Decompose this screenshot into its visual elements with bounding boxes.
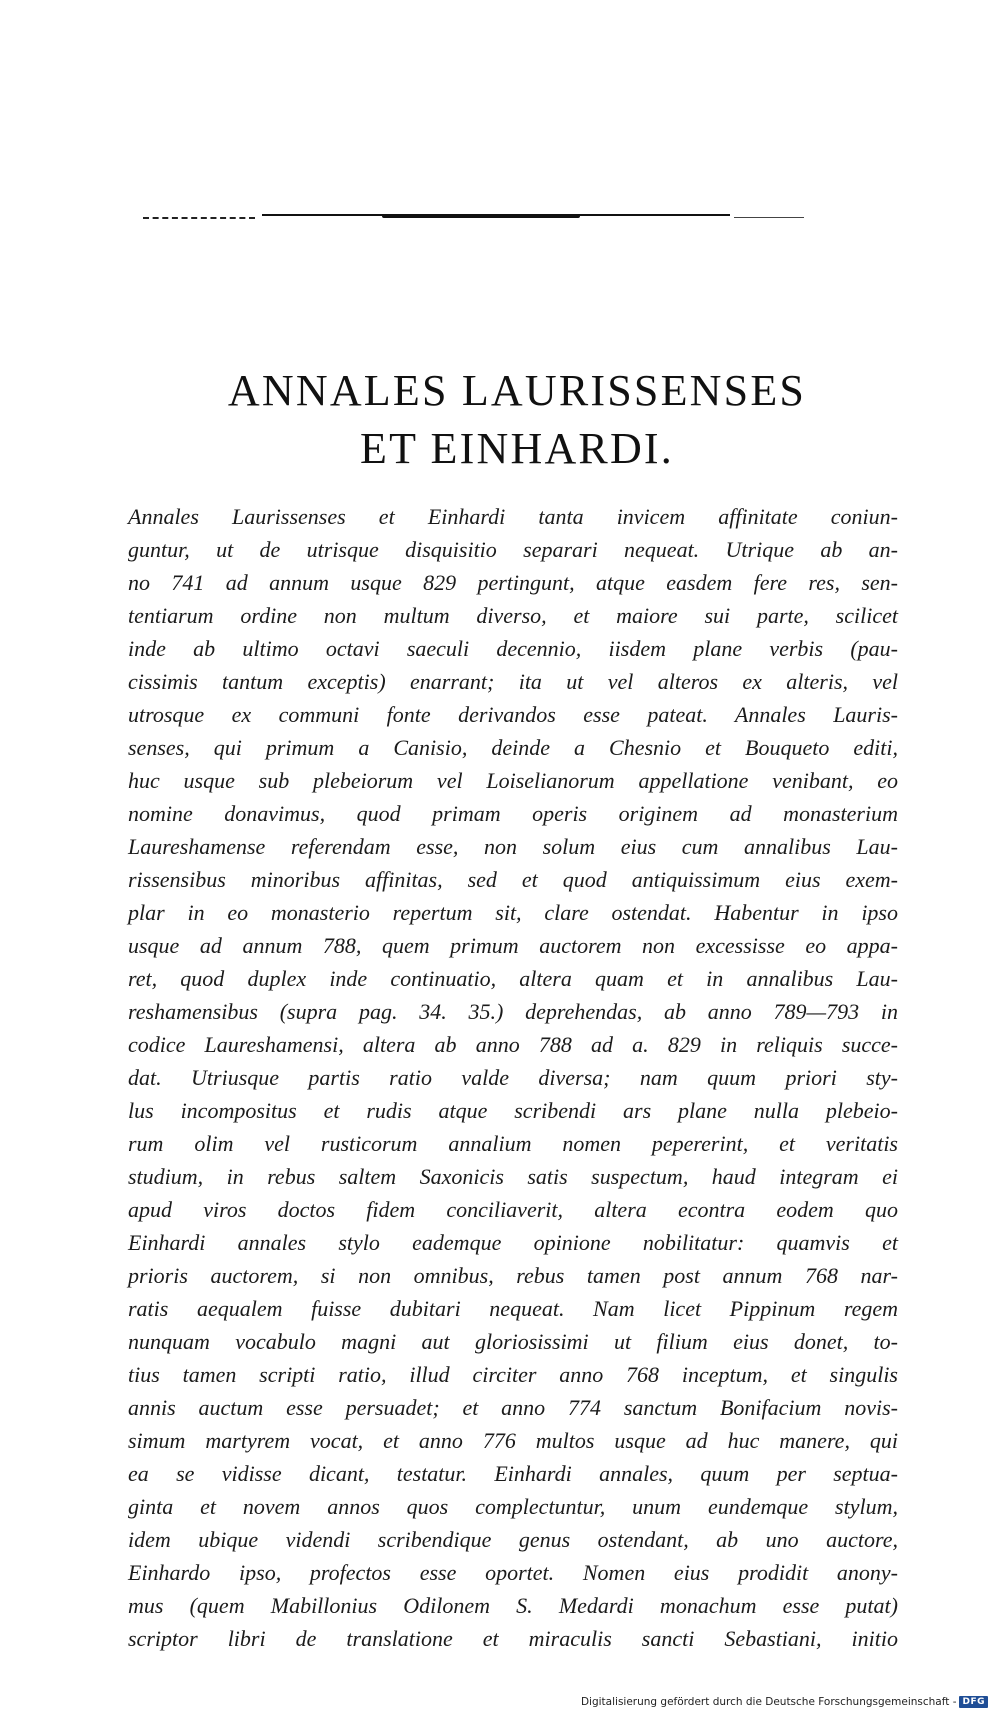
body-text xyxy=(128,500,898,1655)
body-line: apud viros doctos fidem conciliaverit, altera econtra eodem quo xyxy=(128,1197,898,1222)
body-line: ginta et novem annos quos complectuntur, unum eundemque stylum, xyxy=(128,1494,898,1519)
body-line: Laureshamense referendam esse, non solum eius cum annalibus Lau- xyxy=(128,834,898,859)
body-line: rissensibus minoribus affinitas, sed et quod antiquissimum eius exem- xyxy=(128,867,898,892)
credit-text: Digitalisierung gefördert durch die Deutsche Forschungsgemeinschaft - xyxy=(580,1696,957,1708)
body-line: prioris auctorem, si non omnibus, rebus tamen post annum 768 nar- xyxy=(128,1263,898,1288)
body-line: Einhardi annales stylo eademque opinione nobilitatur: quamvis et xyxy=(128,1230,898,1255)
body-line: guntur, ut de utrisque disquisitio separari nequeat. Utrique ab an- xyxy=(128,537,898,562)
body-line: lus incompositus et rudis atque scribendi ars plane nulla plebeio- xyxy=(128,1098,898,1123)
body-line: rum olim vel rusticorum annalium nomen pepererint, et veritatis xyxy=(128,1131,898,1156)
body-line: plar in eo monasterio repertum sit, clare ostendat. Habentur in ipso xyxy=(128,900,898,925)
body-line: codice Laureshamensi, altera ab anno 788 ad a. 829 in reliquis succe- xyxy=(128,1032,898,1057)
body-line: ret, quod duplex inde continuatio, altera quam et in annalibus Lau- xyxy=(128,966,898,991)
body-line: annis auctum esse persuadet; et anno 774 sanctum Bonifacium novis- xyxy=(128,1395,898,1420)
body-line: tius tamen scripti ratio, illud circiter anno 768 inceptum, et singulis xyxy=(128,1362,898,1387)
title-line-2: ET EINHARDI. xyxy=(360,424,674,473)
body-line: huc usque sub plebeiorum vel Loiselianorum appellatione venibant, eo xyxy=(128,768,898,793)
body-line: tentiarum ordine non multum diverso, et maiore sui parte, scilicet xyxy=(128,603,898,628)
body-line: nomine donavimus, quod primam operis originem ad monasterium xyxy=(128,801,898,826)
body-line: studium, in rebus saltem Saxonicis satis suspectum, haud integram ei xyxy=(128,1164,898,1189)
body-line: nunquam vocabulo magni aut gloriosissimi ut filium eius donet, to- xyxy=(128,1329,898,1354)
body-line: reshamensibus (supra pag. 34. 35.) deprehendas, ab anno 789—793 in xyxy=(128,999,898,1024)
header-rule-right xyxy=(734,217,804,218)
page-title xyxy=(100,362,934,478)
body-line: idem ubique videndi scribendique genus ostendant, ab uno auctore, xyxy=(128,1527,898,1552)
digitization-credit xyxy=(581,1696,988,1708)
body-line: Einhardo ipso, profectos esse oportet. Nomen eius prodidit anony- xyxy=(128,1560,898,1585)
body-line: simum martyrem vocat, et anno 776 multos usque ad huc manere, qui xyxy=(128,1428,898,1453)
header-rule-main xyxy=(262,214,730,218)
body-line: ratis aequalem fuisse dubitari nequeat. Nam licet Pippinum regem xyxy=(128,1296,898,1321)
header-rule-left xyxy=(143,217,255,219)
body-line: usque ad annum 788, quem primum auctorem non excessisse eo appa- xyxy=(128,933,898,958)
body-line: senses, qui primum a Canisio, deinde a Chesnio et Bouqueto editi, xyxy=(128,735,898,760)
title-line-1: ANNALES LAURISSENSES xyxy=(227,366,807,415)
body-line: scriptor libri de translatione et miraculis sancti Sebastiani, initio xyxy=(128,1626,898,1651)
body-line: inde ab ultimo octavi saeculi decennio, iisdem plane verbis (pau- xyxy=(128,636,898,661)
dfg-logo: DFG xyxy=(959,1696,988,1708)
body-line: dat. Utriusque partis ratio valde diversa; nam quum priori sty- xyxy=(128,1065,898,1090)
body-line: mus (quem Mabillonius Odilonem S. Medardi monachum esse putat) xyxy=(128,1593,898,1618)
body-line: ea se vidisse dicant, testatur. Einhardi annales, quum per septua- xyxy=(128,1461,898,1486)
body-line: cissimis tantum exceptis) enarrant; ita ut vel alteros ex alteris, vel xyxy=(128,669,898,694)
body-line: utrosque ex communi fonte derivandos esse pateat. Annales Lauris- xyxy=(128,702,898,727)
body-line: Annales Laurissenses et Einhardi tanta invicem affinitate coniun- xyxy=(128,504,898,529)
body-line: no 741 ad annum usque 829 pertingunt, atque easdem fere res, sen- xyxy=(128,570,898,595)
